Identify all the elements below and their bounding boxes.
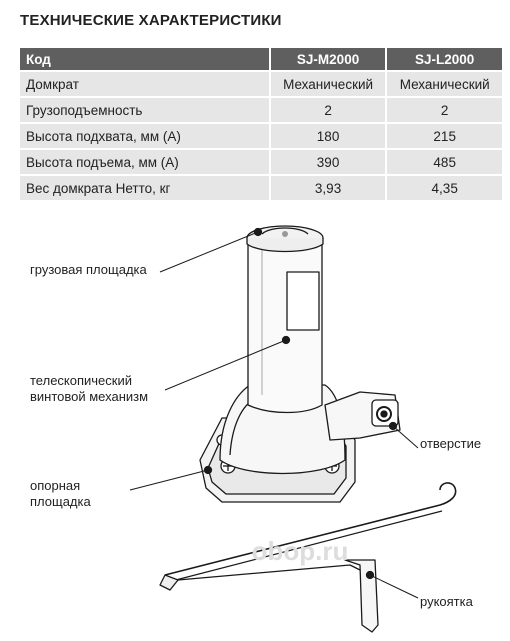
table-row bbox=[20, 122, 502, 148]
row-label: Грузоподъемность bbox=[20, 96, 269, 122]
table-row bbox=[20, 174, 502, 200]
table-row bbox=[20, 148, 502, 174]
row-value-l2000: 215 bbox=[385, 122, 502, 148]
label-base-line2: площадка bbox=[30, 494, 91, 509]
header-code: Код bbox=[20, 48, 269, 70]
row-label: Домкрат bbox=[20, 70, 269, 96]
specs-table bbox=[20, 48, 502, 200]
row-value-m2000: Механический bbox=[269, 70, 386, 96]
label-screw-line2: винтовой механизм bbox=[30, 389, 149, 404]
row-value-l2000: 485 bbox=[385, 148, 502, 174]
row-value-l2000: 4,35 bbox=[385, 174, 502, 200]
row-value-m2000: 2 bbox=[269, 96, 386, 122]
label-base-line1: опорная bbox=[30, 478, 81, 493]
table-row bbox=[20, 70, 502, 96]
page-title: ТЕХНИЧЕСКИЕ ХАРАКТЕРИСТИКИ bbox=[20, 12, 282, 29]
table-header-row bbox=[20, 48, 502, 70]
header-sj-m2000: SJ-M2000 bbox=[269, 48, 386, 70]
label-cargo-platform: грузовая площадка bbox=[30, 262, 147, 277]
label-hole: отверстие bbox=[420, 436, 482, 451]
table-row bbox=[20, 96, 502, 122]
watermark: oboр.ru bbox=[251, 536, 349, 566]
row-value-m2000: 3,93 bbox=[269, 174, 386, 200]
row-value-l2000: 2 bbox=[385, 96, 502, 122]
row-label: Высота подхвата, мм (А) bbox=[20, 122, 269, 148]
row-value-l2000: Механический bbox=[385, 70, 502, 96]
row-value-m2000: 180 bbox=[269, 122, 386, 148]
row-label: Вес домкрата Нетто, кг bbox=[20, 174, 269, 200]
label-handle: рукоятка bbox=[420, 594, 473, 609]
row-value-m2000: 390 bbox=[269, 148, 386, 174]
header-sj-l2000: SJ-L2000 bbox=[385, 48, 502, 70]
row-label: Высота подъема, мм (А) bbox=[20, 148, 269, 174]
label-screw-line1: телескопический bbox=[30, 373, 133, 388]
